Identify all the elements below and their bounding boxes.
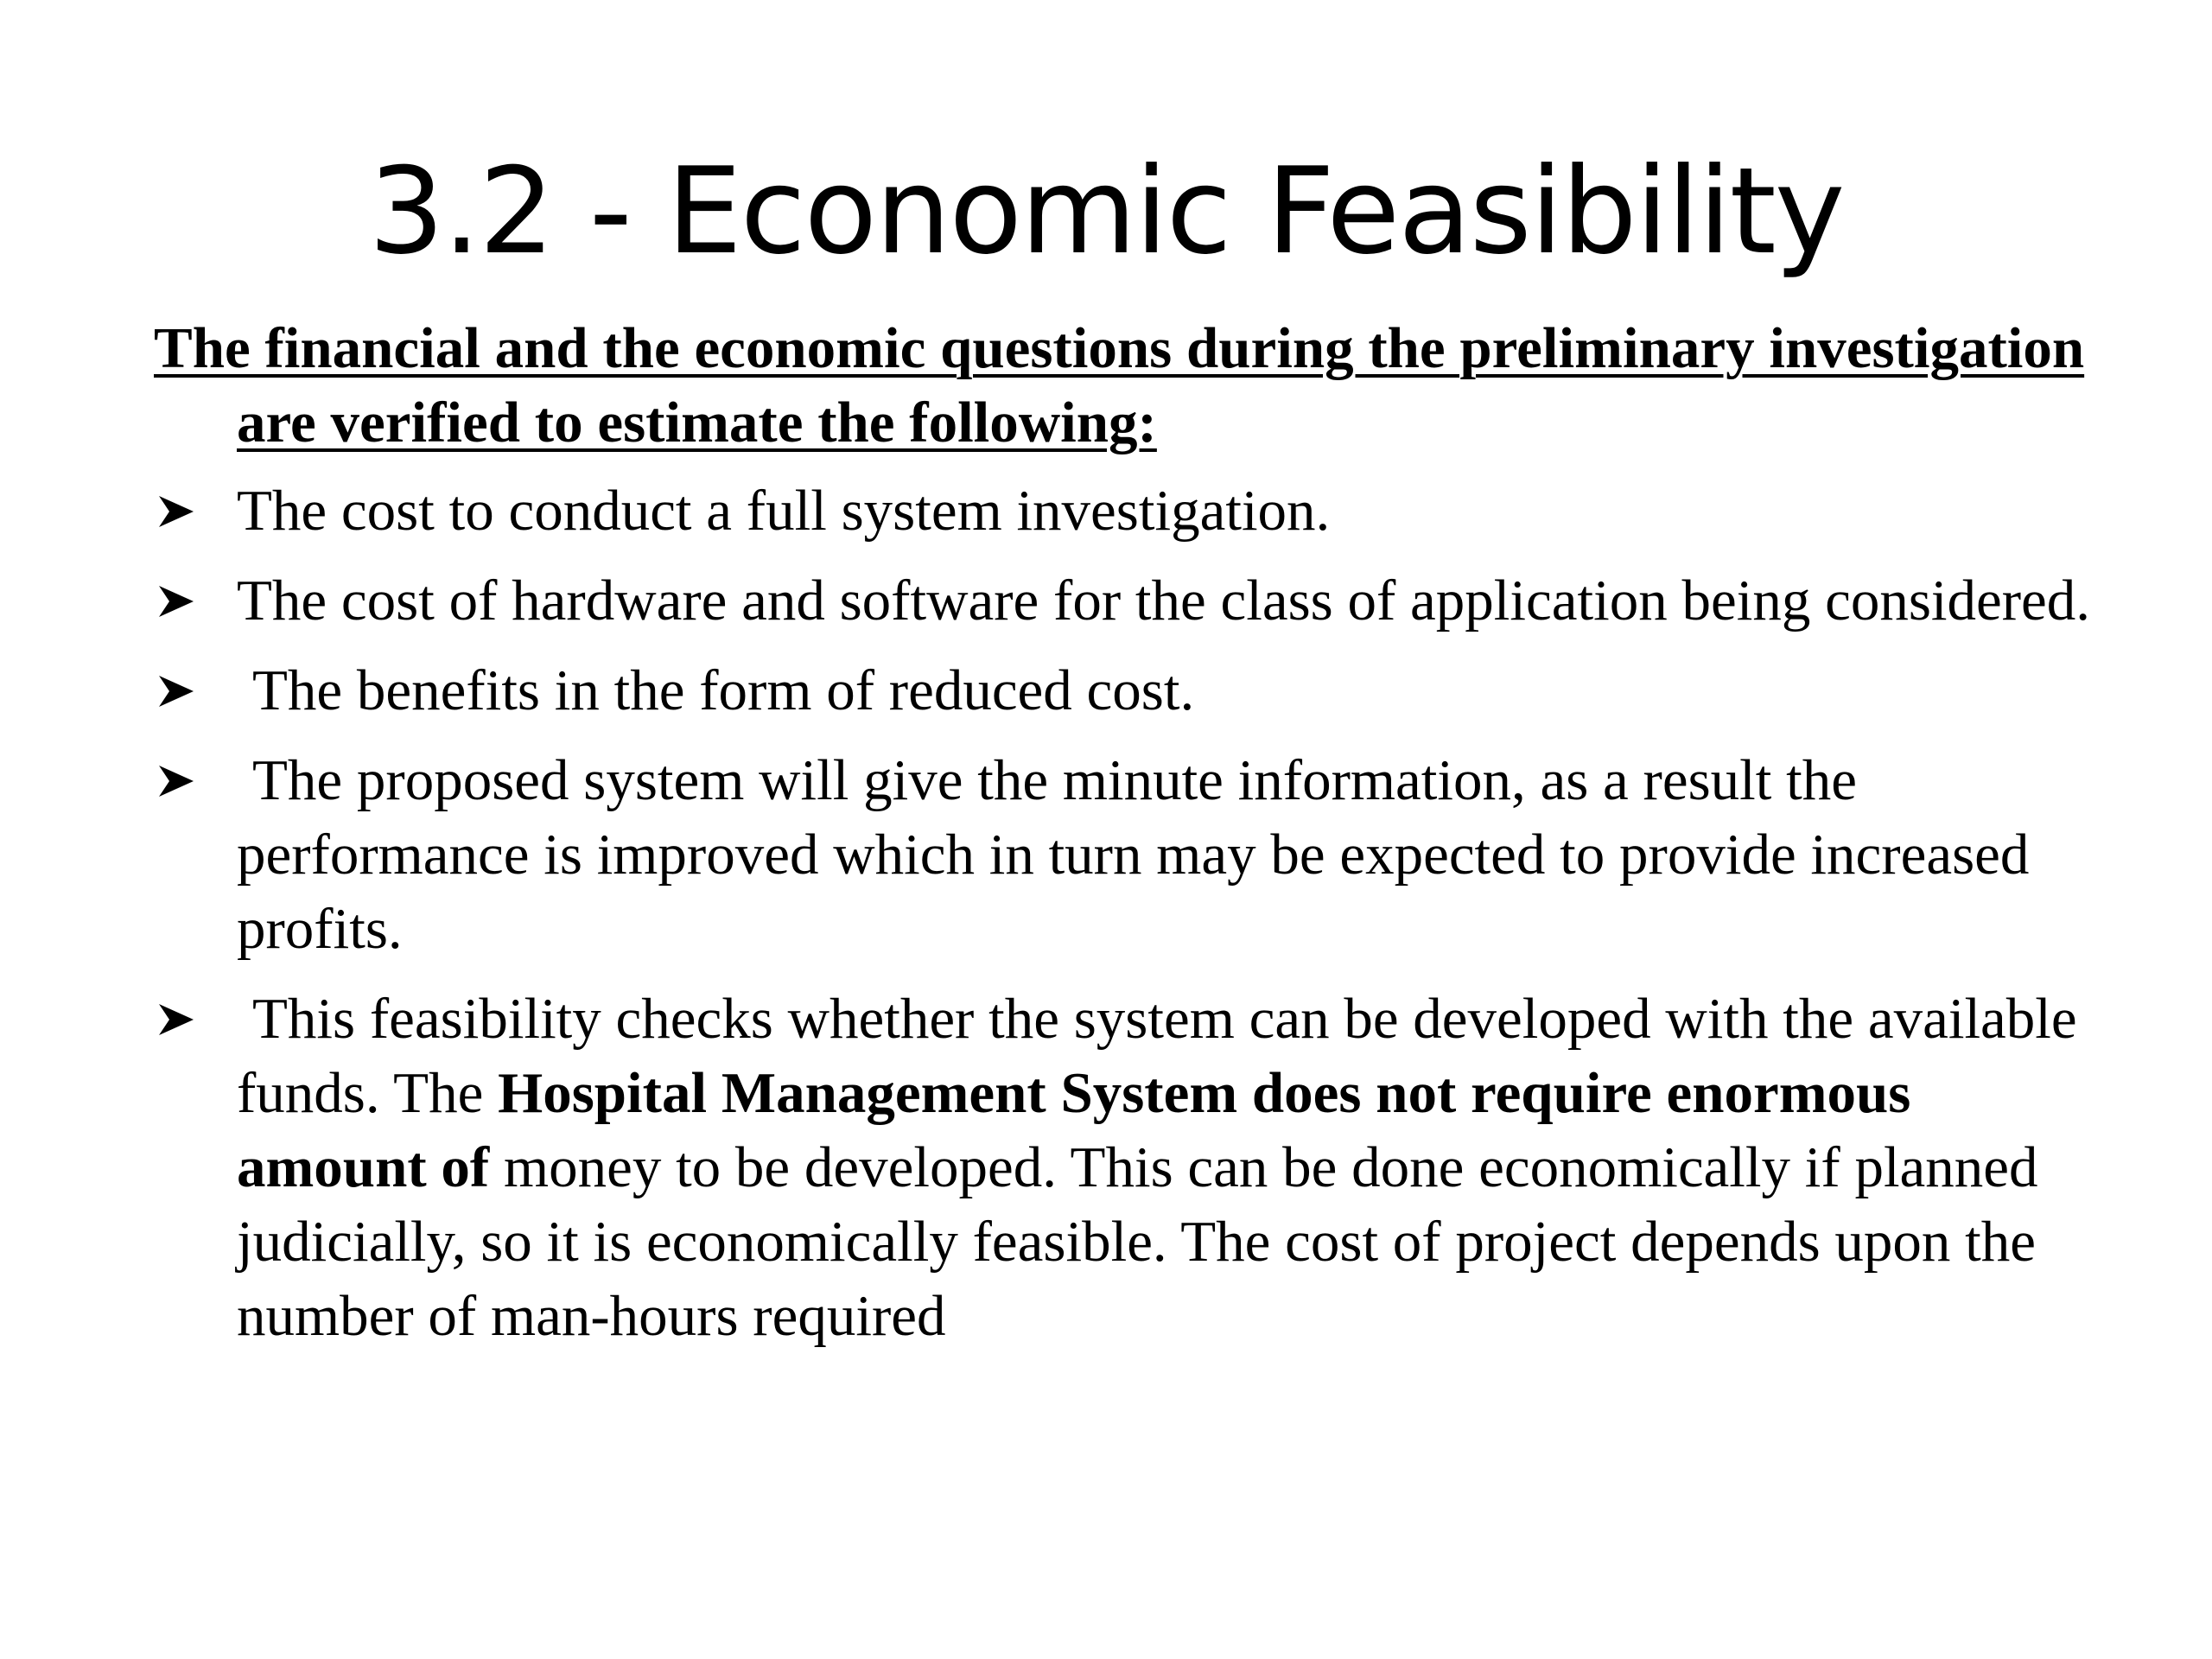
bullet-text: The benefits in the form of reduced cost. [252,658,1195,722]
bullet-item-3 [154,653,2107,728]
bullet-text: The cost of hardware and software for the class of application being considered. [237,569,2091,632]
arrowhead-bullet-icon [156,581,197,622]
bullet-item-2 [154,563,2107,638]
arrowhead-bullet-icon [156,999,197,1040]
slide-title: 3.2 - Economic Feasibility [368,142,1844,281]
intro-heading: The financial and the economic questions during the preliminary investigation are verified to estimate the following: [154,316,2085,454]
bullet-text-part2: money to be developed. This can be done economically if planned judicially, so it is economically feasible. The cost of project depends upon the number of man-hours required [237,1135,2038,1348]
slide-body [154,311,2107,1369]
bullet-text: The cost to conduct a full system investigation. [237,479,1331,543]
bullet-text-bold: Hospital Management System does not require enormous amount of [237,1061,1911,1199]
bullet-text: The proposed system will give the minute information, as a result the performance is improved which in turn may be expected to provide increased profits. [237,748,2030,961]
bullet-text-part1: This feasibility checks whether the system can be developed with the available funds. The [237,987,2077,1125]
bullet-item-4 [154,743,2107,966]
bullet-item-5 [154,982,2107,1353]
arrowhead-bullet-icon [156,671,197,712]
bullet-list [154,474,2107,1353]
bullet-item-1 [154,474,2107,548]
arrowhead-bullet-icon [156,760,197,802]
arrowhead-bullet-icon [156,491,197,532]
